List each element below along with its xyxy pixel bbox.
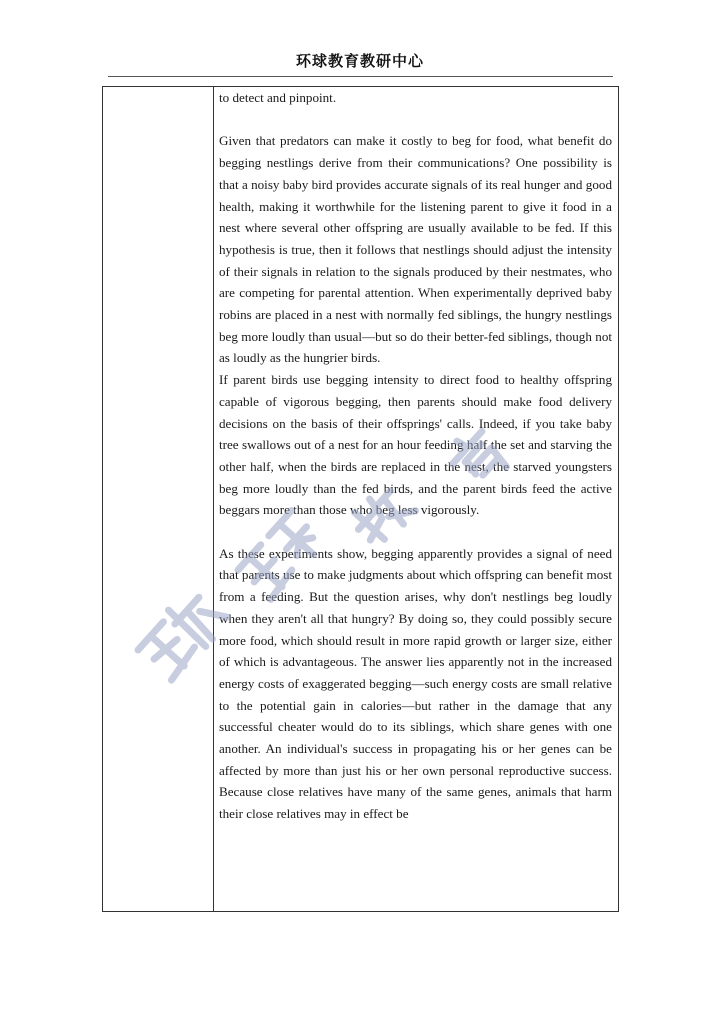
passage-text-cell <box>219 87 612 825</box>
header-divider <box>108 76 613 77</box>
table-left-cell <box>103 87 213 911</box>
document-table <box>102 86 619 912</box>
passage-paragraph-4: As these experiments show, begging apparently provides a signal of need that parents use to make judgments about which offspring can benefit most from a feeding. But the question arises, why don't nestlings beg loudly when they aren't all that hungry? By doing so, they could possibly secure more food, which should result in more rapid growth or larger size, either of which is advantageous. The answer lies apparently not in the increased energy costs of exaggerated begging—such energy costs are small relative to the potential gain in calories—but rather in the damage that any successful cheater would do to its siblings, which share genes with one another. An individual's success in propagating his or her genes can be affected by more than just his or her own personal reproductive success. Because close relatives have many of the same genes, animals that harm their close relatives may in effect be <box>219 545 612 822</box>
passage-paragraph-2: Given that predators can make it costly to beg for food, what benefit do begging nestlings derive from their communications? One possibility is that a noisy baby bird provides accurate signals of its real hunger and good health, making it worthwhile for the listening parent to give it food in a nest where several other offspring are usually available to be fed. If this hypothesis is true, then it follows that nestlings should adjust the intensity of their signals in relation to the signals produced by their nestmates, who are competing for parental attention. When experimentally deprived baby robins are placed in a nest with normally fed siblings, the hungry nestlings beg more loudly than usual—but so do their better-fed siblings, though not as loudly as the hungrier birds. <box>219 133 612 366</box>
passage-paragraph-1: to detect and pinpoint. <box>219 90 337 105</box>
passage-paragraph-3: If parent birds use begging intensity to direct food to healthy offspring capable of vigorous begging, then parents should make food delivery decisions on the basis of their offsprings' calls. Indeed, if you take baby tree swallows out of a nest for an hour feeding half the set and starving the other half, when the birds are replaced in the nest, the starved youngsters beg more loudly than the fed birds, and the parent birds feed the active beggars more than those who beg less vigorously. <box>219 372 612 518</box>
page-title: 环球教育教研中心 <box>295 52 424 70</box>
table-column-divider <box>213 87 214 911</box>
